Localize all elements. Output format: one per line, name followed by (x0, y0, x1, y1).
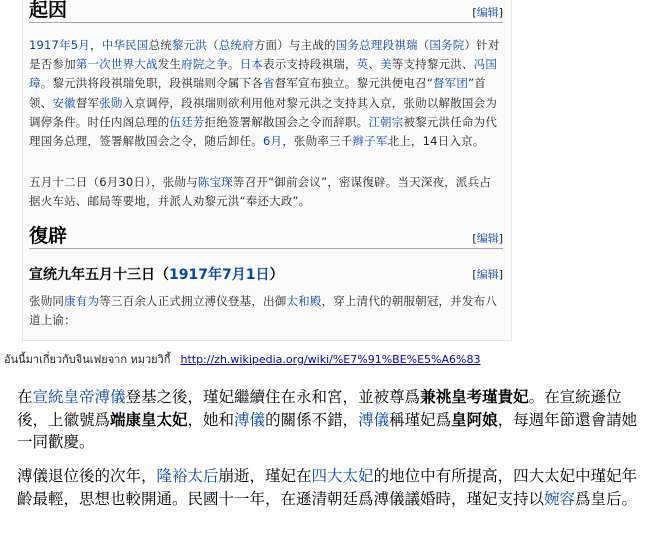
body-paragraph-1 (17, 386, 647, 454)
text-run: 表示支持段祺瑞， (263, 57, 357, 72)
wiki-excerpt-panel (22, 0, 512, 341)
inline-link[interactable]: 婉容 (544, 489, 576, 508)
text-run: 稱瑾妃爲 (389, 410, 452, 429)
emphasis-text: 兼祧皇考瑾貴妃 (420, 388, 529, 406)
inline-link[interactable]: 江朝宗 (368, 114, 404, 129)
text-run: ，穿上清代的朝服朝冠，并发布八道上谕： (29, 294, 498, 328)
text-run: 发生 (157, 57, 182, 72)
inline-link[interactable]: 国务院 (429, 38, 465, 52)
inline-link[interactable]: 辫子军 (352, 134, 388, 149)
text-run: 。在宣統遜位後，上徽號爲 (17, 388, 622, 429)
text-run: 被黎元洪任命为代理国务总理，签署解散国会之令，随后卸任。 (29, 114, 498, 149)
section-title-cause: 起因 (29, 0, 68, 21)
text-run: ，她和 (187, 410, 235, 429)
section-header-restoration (29, 226, 503, 249)
text-run: ”首领、 (29, 76, 486, 110)
inline-link[interactable]: 黎元洪 (171, 38, 208, 52)
cause-paragraph-2 (29, 173, 501, 211)
emphasis-text: 皇阿娘 (451, 410, 498, 429)
cause-paragraph-1 (29, 36, 501, 151)
text-run: 等三百余人正式拥立溥仪登基，出御 (99, 294, 287, 308)
inline-link[interactable]: 张勋 (99, 95, 123, 110)
edit-link-text[interactable]: 编辑 (476, 268, 499, 281)
inline-link[interactable]: 隆裕太后 (156, 467, 219, 485)
text-run: （ (417, 38, 430, 52)
inline-link[interactable]: 省 (263, 76, 275, 91)
inline-link[interactable]: 冯国璋 (29, 57, 498, 91)
inline-link[interactable]: 溥儀 (94, 388, 126, 406)
section-title-restoration: 復辟 (29, 225, 68, 247)
edit-link-text[interactable]: 编辑 (476, 232, 499, 245)
edit-link-cause[interactable]: [编辑] (472, 6, 503, 19)
subsection-title (29, 264, 283, 284)
inline-link[interactable]: 溥儀 (358, 410, 390, 429)
text-run: 崩逝，瑾妃在 (218, 467, 312, 485)
text-run: 督军 (75, 95, 100, 110)
inline-link[interactable]: 中华民国 (101, 38, 149, 52)
text-run: 等召开“御前会议”，密谋復辟。当天深夜，派兵占据火车站、邮局等要地，并派人劝黎元洪“奉还大政”。 (29, 175, 492, 209)
text-run: ）针对是否参加 (29, 38, 500, 72)
text-run: 在 (17, 388, 33, 406)
text-run: 拒绝签署解散国会之令而辞职。 (204, 114, 369, 129)
inline-link[interactable]: 四大太妃 (311, 467, 374, 485)
edit-link-text[interactable]: 编辑 (476, 6, 499, 19)
text-run: 的地位中有所提高，四大太妃中瑾妃年齡最輕，思想也較開通。民國十一年，在遜清朝廷爲溥儀議婚時，瑾妃支持以 (17, 467, 638, 508)
inline-link[interactable]: 段祺瑞 (382, 38, 418, 52)
text-run: 入京调停，段祺瑞则欲利用他对黎元洪之支持其入京，张勋以解散国会为调停条件。时任内阁总理的 (29, 95, 498, 129)
inline-link[interactable]: 1917年5月 (29, 38, 90, 52)
edit-link-restoration[interactable]: [编辑] (472, 232, 503, 245)
inline-link[interactable]: 美 (380, 57, 392, 72)
text-run: 、 (368, 57, 381, 72)
text-run: 溥儀退位後的次年， (17, 467, 157, 485)
text-run: 爲皇后。 (575, 489, 638, 508)
text-run: ，每週年節還會請她一同歡慶。 (17, 410, 638, 451)
text-run: 五月十二日（6月30日），张勋与 (29, 175, 198, 189)
emphasis-text: 端康皇太妃 (110, 410, 188, 429)
subsection-title-suffix: ） (269, 267, 284, 283)
text-run: 北上，14日入京。 (387, 134, 485, 149)
inline-link[interactable]: 伍廷芳 (169, 114, 205, 129)
text-run: 总统 (148, 38, 172, 52)
inline-link[interactable]: 太和殿 (286, 294, 322, 308)
credit-text: อันนี้มาเกี่ยวกับจินเฟยจาก หมวยวิกี้ (4, 353, 171, 366)
inline-link[interactable]: 英 (356, 57, 369, 72)
inline-link[interactable]: 总统府 (218, 38, 254, 52)
subsection-date-link[interactable]: 1917年7月1日 (169, 267, 270, 283)
source-credit (4, 350, 480, 368)
text-run: 方面）与主战的 (253, 38, 336, 52)
subsection-paragraph (29, 292, 501, 330)
inline-link[interactable]: 溥儀 (234, 410, 266, 429)
inline-link[interactable]: 6月 (263, 134, 283, 149)
inline-link[interactable]: 日本 (239, 57, 264, 72)
text-run: 的關係不錯， (265, 410, 359, 429)
text-run: 。 (227, 57, 240, 72)
text-run: 登基之後，瑾妃繼續住在永和宮，並被尊爲 (125, 388, 421, 406)
text-run: 。黎元洪将段祺瑞免职，段祺瑞则令属下各 (40, 76, 264, 91)
text-run: 张勋同 (29, 294, 65, 308)
inline-link[interactable]: 康有为 (64, 294, 100, 308)
source-url-link[interactable]: http://zh.wikipedia.org/wiki/%E7%91%BE%E5%A6%83 (180, 353, 481, 366)
inline-link[interactable]: 府院之争 (181, 57, 228, 72)
text-run: （ (207, 38, 219, 52)
body-paragraph-2 (17, 465, 647, 510)
inline-link[interactable]: 第一次世界大战 (75, 57, 158, 72)
text-run: ，张勋率三千 (282, 134, 353, 149)
subsection-header (29, 262, 503, 284)
edit-link-subsection[interactable]: [编辑] (472, 268, 503, 281)
inline-link[interactable]: 安徽 (52, 95, 76, 110)
inline-link[interactable]: 陈宝琛 (197, 175, 234, 189)
inline-link[interactable]: 督军团 (432, 76, 469, 91)
text-run: 等支持黎元洪、 (391, 57, 474, 72)
inline-link[interactable]: 国务总理 (335, 38, 383, 52)
inline-link[interactable]: 宣統皇帝 (32, 388, 95, 406)
subsection-title-prefix: 宣统九年五月十三日（ (29, 267, 169, 283)
text-run: ， (89, 38, 102, 52)
text-run: 督军宣布独立。黎元洪便电召“ (274, 76, 433, 91)
section-header-cause (29, 0, 503, 23)
